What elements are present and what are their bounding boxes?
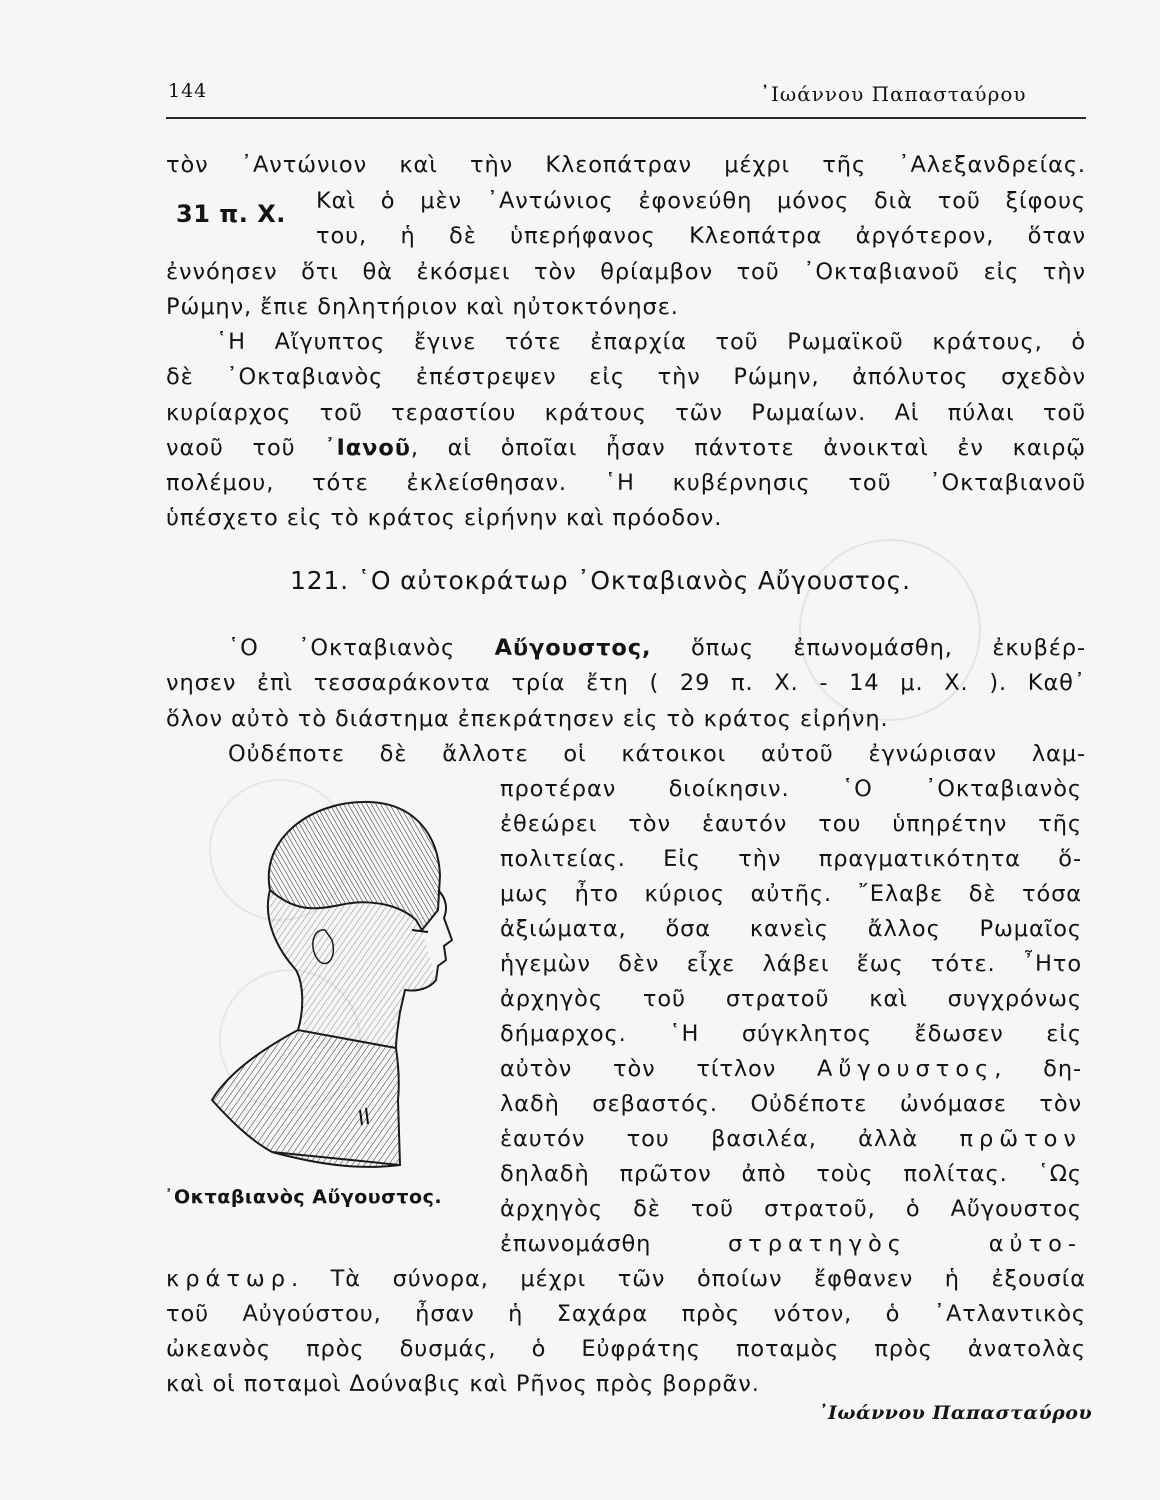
wrapped-line-14: [500, 1231, 1082, 1257]
para4-line-1-post: . Τὰ σύνορα, μέχρι τῶν ὁποίων ἔφθανεν ἡ ἐξουσία: [291, 1266, 1086, 1292]
para1-line-5: Ρώμην, ἔπιε δηλητήριον καὶ ηὐτοκτόνησε.: [166, 294, 679, 320]
para3-line-2: νησεν ἐπὶ τεσσαράκοντα τρία ἔτη ( 29 π. Χ. - 14 μ. Χ. ). Καθ᾿: [166, 670, 1086, 696]
page-number: 144: [168, 80, 208, 102]
para1-line-3: του, ἡ δὲ ὑπερήφανος Κλεοπάτρα ἀργότερον, ὅταν: [316, 223, 1086, 249]
para4-line-4: καὶ οἱ ποταμοὶ Δούναβις καὶ Ρῆνος πρὸς βορρᾶν.: [166, 1371, 760, 1397]
temple-of-janus-bold: ᾿Ιανοῦ: [324, 435, 411, 461]
title-augustus-spaced: Αὔγουστος: [817, 1056, 995, 1082]
para3-line-3: ὅλον αὐτὸ τὸ διάστημα ἐπεκράτησεν εἰς τὸ κράτος εἰρήνη.: [166, 706, 889, 732]
figure-caption: ᾿Οκταβιανὸς Αὔγουστος.: [164, 1186, 443, 1208]
wrapped-line-12: δηλαδὴ πρῶτον ἀπὸ τοὺς πολίτας. ῾Ως: [500, 1161, 1082, 1187]
wrapped-line-9-post: , δη-: [994, 1056, 1082, 1082]
wrapped-line-9: [500, 1056, 1082, 1082]
wrapped-line-1: προτέραν διοίκησιν. ῾Ο ᾿Οκταβιανὸς: [500, 776, 1082, 802]
section-title: 121. ῾Ο αὐτοκράτωρ ᾿Οκταβιανὸς Αὔγουστος.: [290, 566, 911, 595]
wrapped-line-3: πολιτείας. Εἰς τὴν πραγματικότητα ὅ-: [500, 846, 1082, 872]
wrapped-line-2: ἐθεώρει τὸν ἑαυτόν του ὑπηρέτην τῆς: [500, 811, 1082, 837]
wrapped-line-10: λαδὴ σεβαστός. Οὐδέποτε ὠνόμασε τὸν: [500, 1091, 1082, 1117]
para1-line-4: ἐννόησεν ὅτι θὰ ἐκόσμει τὸν θρίαμβον τοῦ ᾿Οκταβιανοῦ εἰς τὴν: [166, 259, 1086, 285]
para1-line-2: Καὶ ὁ μὲν ᾿Αντώνιος ἐφονεύθη μόνος διὰ τοῦ ξίφους: [316, 188, 1086, 214]
wrapped-line-5: ἀξιώματα, ὅσα κανεὶς ἄλλος Ρωμαῖος: [500, 916, 1082, 942]
wrapped-line-4: μως ἦτο κύριος αὐτῆς. ῎Ελαβε δὲ τόσα: [500, 881, 1082, 907]
para2-line-5: πολέμου, τότε ἐκλείσθησαν. ῾Η κυβέρνησις τοῦ ᾿Οκταβιανοῦ: [166, 470, 1086, 496]
margin-date-note: 31 π. Χ.: [176, 200, 286, 228]
para3-line-4: Οὐδέποτε δὲ ἄλλοτε οἱ κάτοικοι αὐτοῦ ἐγνώρισαν λαμ-: [228, 741, 1086, 767]
para2-line-4: [166, 435, 1086, 461]
wrapped-line-6: ἡγεμὼν δὲν εἶχε λάβει ἕως τότε. ῏Ητο: [500, 951, 1082, 977]
title-kratoor-spaced: κράτωρ: [166, 1266, 292, 1292]
running-header-author: ᾿Ιωάννου Παπασταύρου: [760, 82, 1027, 106]
para2-line-2: δὲ ᾿Οκταβιανὸς ἐπέστρεψεν εἰς τὴν Ρώμην, ἀπόλυτος σχεδὸν: [166, 364, 1086, 390]
author-signature: ᾿Ιωάννου Παπασταύρου: [818, 1402, 1093, 1424]
para2-line-4-post: , αἱ ὁποῖαι ἦσαν πάντοτε ἀνοικταὶ ἐν καιρῷ: [410, 435, 1086, 461]
wrapped-line-11: [500, 1126, 1082, 1152]
bust-of-octavian-illustration: [200, 780, 490, 1180]
para3-line-1: [228, 635, 1086, 661]
para2-line-4-pre: ναοῦ τοῦ: [166, 435, 325, 461]
header-rule: [166, 117, 1086, 119]
para2-line-6: ὑπέσχετο εἰς τὸ κράτος εἰρήνην καὶ πρόοδον.: [166, 505, 723, 531]
para1-line-1: τὸν ᾿Αντώνιον καὶ τὴν Κλεοπάτραν μέχρι τῆς ᾿Αλεξανδρείας.: [166, 152, 1086, 178]
wrapped-line-9-pre: αὐτὸν τὸν τίτλον: [500, 1056, 817, 1082]
para4-line-3: ὠκεανὸς πρὸς δυσμάς, ὁ Εὐφράτης ποταμὸς πρὸς ἀνατολὰς: [166, 1336, 1086, 1362]
para4-line-1: [166, 1266, 1086, 1292]
title-strategos-spaced: στρατηγὸς αὐτο-: [727, 1231, 1083, 1257]
wrapped-line-8: δήμαρχος. ῾Η σύγκλητος ἔδωσεν εἰς: [500, 1021, 1082, 1047]
wrapped-line-13: ἀρχηγὸς δὲ τοῦ στρατοῦ, ὁ Αὔγουστος: [500, 1196, 1082, 1222]
para2-line-3: κυρίαρχος τοῦ τεραστίου κράτους τῶν Ρωμαίων. Αἱ πύλαι τοῦ: [166, 400, 1086, 426]
para3-line-1-post: ὅπως ἐπωνομάσθη, ἐκυβέρ-: [651, 635, 1086, 661]
augustus-bold: Αὔγουστος,: [494, 635, 652, 661]
para3-line-1-pre: ῾Ο ᾿Οκταβιανὸς: [228, 635, 495, 661]
wrapped-line-7: ἀρχηγὸς τοῦ στρατοῦ καὶ συγχρόνως: [500, 986, 1082, 1012]
para4-line-2: τοῦ Αὐγούστου, ἦσαν ἡ Σαχάρα πρὸς νότον, ὁ ᾿Ατλαντικὸς: [166, 1301, 1086, 1327]
wrapped-line-11-pre: ἑαυτόν του βασιλέα, ἀλλὰ: [500, 1126, 960, 1152]
wrapped-line-14-pre: ἐπωνομάσθη: [500, 1231, 728, 1257]
title-proton-spaced: πρῶτον: [959, 1126, 1082, 1152]
para2-line-1: ῾Η Αἴγυπτος ἔγινε τότε ἐπαρχία τοῦ Ρωμαϊκοῦ κράτους, ὁ: [216, 329, 1086, 355]
